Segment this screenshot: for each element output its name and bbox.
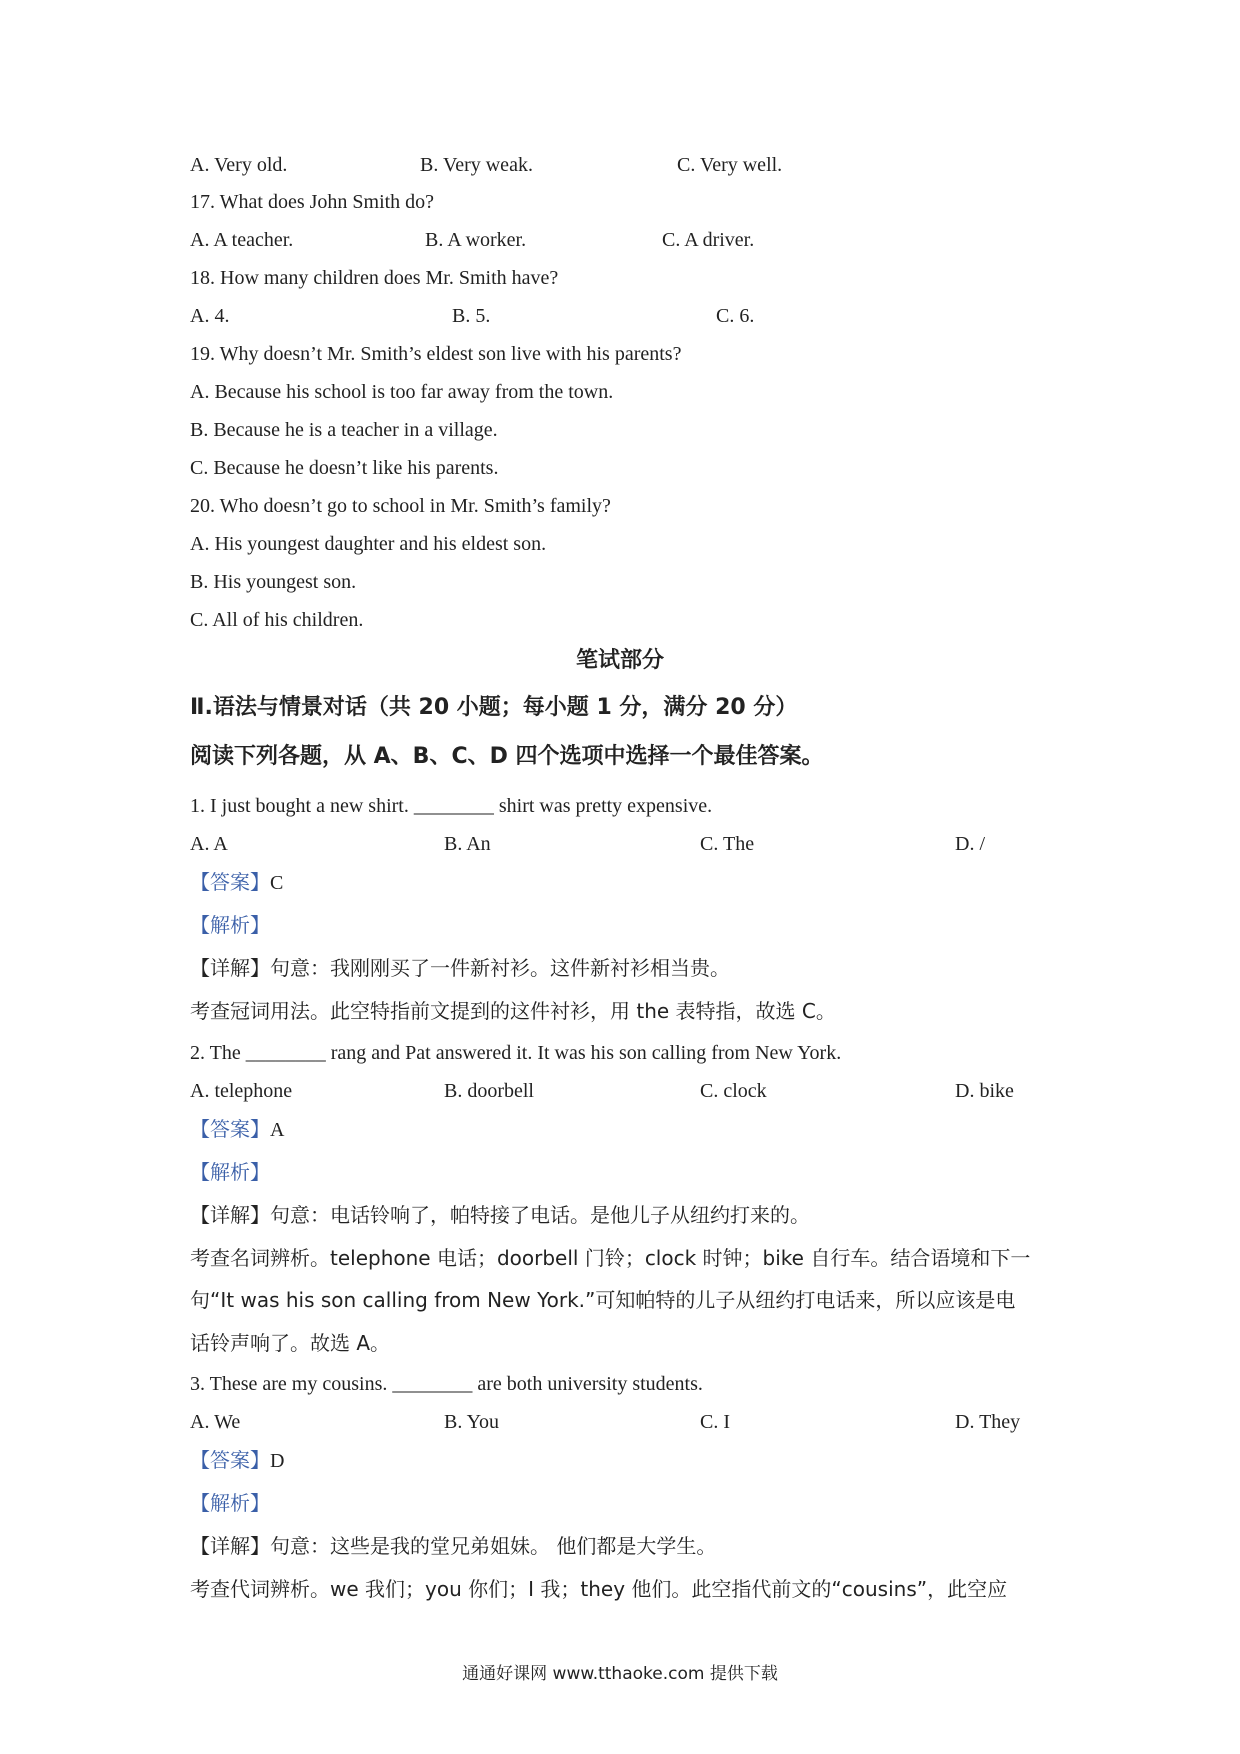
q2-detail xyxy=(190,1203,810,1228)
q19-stem: 19. Why doesn’t Mr. Smith’s eldest son live with his parents? xyxy=(190,343,682,365)
q3-option-c: C. I xyxy=(700,1411,730,1433)
detail-text: 句意：电话铃响了，帕特接了电话。是他儿子从纽约打来的。 xyxy=(270,1203,810,1227)
q1-option-a: A. A xyxy=(190,833,228,855)
answer-value: D xyxy=(270,1450,285,1472)
q18-option-b: B. 5. xyxy=(452,305,491,327)
q2-option-d: D. bike xyxy=(955,1080,1014,1102)
q2-explanation-line: 句“It was his son calling from New York.”可知帕特的儿子从纽约打电话来，所以应该是电 xyxy=(190,1288,1016,1312)
q20-option-b: B. His youngest son. xyxy=(190,571,357,593)
answer-label: 【答案】 xyxy=(190,1448,270,1472)
answer-label: 【答案】 xyxy=(190,870,270,894)
q1-answer xyxy=(190,870,283,895)
q18-option-a: A. 4. xyxy=(190,305,230,327)
answer-value: A xyxy=(270,1119,285,1141)
q2-option-c: C. clock xyxy=(700,1080,767,1102)
q1-option-b: B. An xyxy=(444,833,491,855)
detail-text: 句意：我刚刚买了一件新衬衫。这件新衬衫相当贵。 xyxy=(270,956,730,980)
q3-explanation-line: 考查代词辨析。we 我们；you 你们；I 我；they 他们。此空指代前文的“cousins”，此空应 xyxy=(190,1577,1008,1601)
q17-option-c: C. A driver. xyxy=(662,229,755,251)
q16-option-b: B. Very weak. xyxy=(420,154,533,176)
q3-detail xyxy=(190,1534,716,1559)
q17-stem: 17. What does John Smith do? xyxy=(190,191,435,213)
q18-stem: 18. How many children does Mr. Smith have? xyxy=(190,267,559,289)
detail-label: 【详解】 xyxy=(190,1203,270,1227)
q17-option-a: A. A teacher. xyxy=(190,229,294,251)
part-title: Ⅱ.语法与情景对话（共 20 小题；每小题 1 分，满分 20 分） xyxy=(190,695,798,720)
q2-option-a: A. telephone xyxy=(190,1080,293,1102)
q2-answer xyxy=(190,1117,284,1142)
q3-analysis-label: 【解析】 xyxy=(190,1491,270,1515)
instruction: 阅读下列各题，从 A、B、C、D 四个选项中选择一个最佳答案。 xyxy=(190,744,824,769)
q16-option-a: A. Very old. xyxy=(190,154,288,176)
q16-option-c: C. Very well. xyxy=(677,154,783,176)
q2-analysis-label: 【解析】 xyxy=(190,1160,270,1184)
q20-stem: 20. Who doesn’t go to school in Mr. Smith’s family? xyxy=(190,495,611,517)
answer-label: 【答案】 xyxy=(190,1117,270,1141)
q3-answer xyxy=(190,1448,284,1473)
detail-label: 【详解】 xyxy=(190,956,270,980)
q1-option-c: C. The xyxy=(700,833,755,855)
q2-explanation-line: 话铃声响了。故选 A。 xyxy=(190,1331,391,1355)
q1-analysis-label: 【解析】 xyxy=(190,913,270,937)
q19-option-c: C. Because he doesn’t like his parents. xyxy=(190,457,499,479)
q19-option-b: B. Because he is a teacher in a village. xyxy=(190,419,498,441)
q2-option-b: B. doorbell xyxy=(444,1080,534,1102)
detail-label: 【详解】 xyxy=(190,1534,270,1558)
q18-option-c: C. 6. xyxy=(716,305,755,327)
q17-option-b: B. A worker. xyxy=(425,229,527,251)
q20-option-a: A. His youngest daughter and his eldest son. xyxy=(190,533,547,555)
q19-option-a: A. Because his school is too far away from the town. xyxy=(190,381,614,403)
answer-value: C xyxy=(270,872,284,894)
q2-explanation-line: 考查名词辨析。telephone 电话；doorbell 门铃；clock 时钟；bike 自行车。结合语境和下一 xyxy=(190,1246,1031,1270)
q3-option-d: D. They xyxy=(955,1411,1021,1433)
q1-option-d: D. / xyxy=(955,833,985,855)
q1-stem: 1. I just bought a new shirt. ________ shirt was pretty expensive. xyxy=(190,795,713,817)
q3-option-b: B. You xyxy=(444,1411,500,1433)
page-footer: 通通好课网 www.tthaoke.com 提供下载 xyxy=(462,1664,778,1684)
q1-explanation-line: 考查冠词用法。此空特指前文提到的这件衬衫，用 the 表特指，故选 C。 xyxy=(190,999,836,1023)
q3-stem: 3. These are my cousins. ________ are both university students. xyxy=(190,1373,703,1395)
section-title: 笔试部分 xyxy=(575,648,664,673)
q20-option-c: C. All of his children. xyxy=(190,609,364,631)
q2-stem: 2. The ________ rang and Pat answered it. It was his son calling from New York. xyxy=(190,1042,842,1064)
detail-text: 句意：这些是我的堂兄弟姐妹。 他们都是大学生。 xyxy=(270,1534,717,1558)
q3-option-a: A. We xyxy=(190,1411,241,1433)
q1-detail xyxy=(190,956,730,981)
